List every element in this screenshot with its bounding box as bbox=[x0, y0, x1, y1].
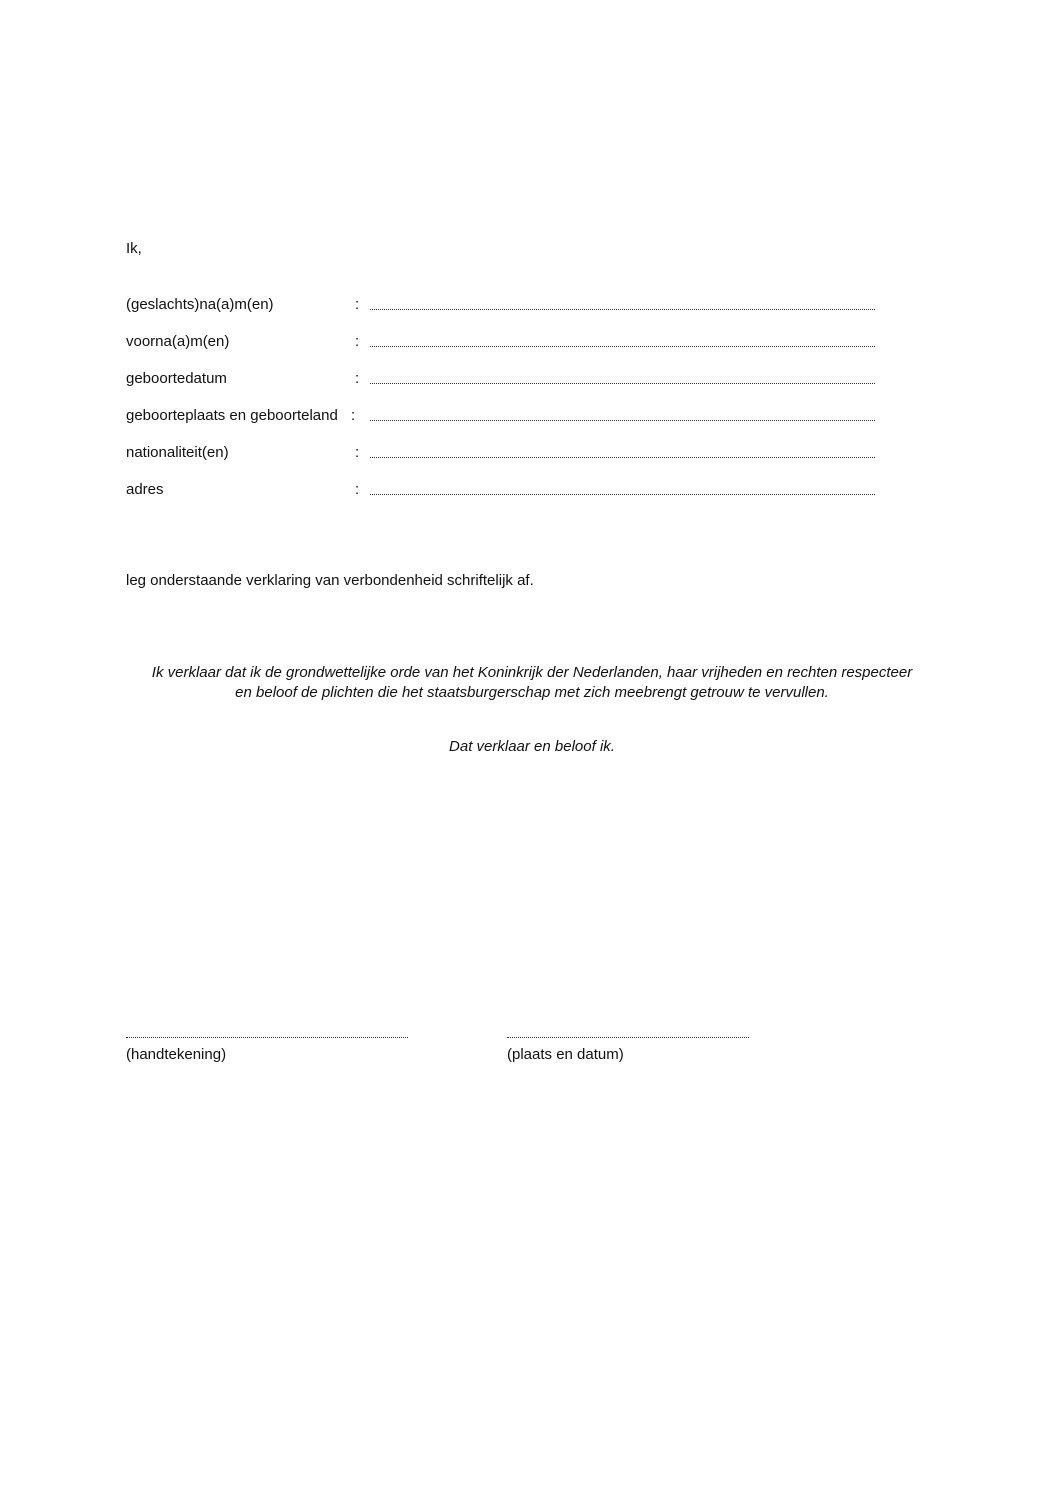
statement-text: leg onderstaande verklaring van verbondenheid schriftelijk af. bbox=[126, 572, 534, 589]
field-birth-place-country bbox=[126, 407, 886, 427]
place-date-block bbox=[507, 1037, 749, 1063]
field-label: (geslachts)na(a)m(en) bbox=[126, 296, 274, 313]
field-colon: : bbox=[355, 481, 360, 498]
birth-place-fill-line[interactable] bbox=[370, 420, 875, 421]
field-colon: : bbox=[355, 296, 360, 313]
closing-text: Dat verklaar en beloof ik. bbox=[449, 738, 615, 755]
signature-label: (handtekening) bbox=[126, 1046, 227, 1063]
field-label: geboortedatum bbox=[126, 370, 227, 387]
place-date-label: (plaats en datum) bbox=[507, 1046, 624, 1063]
field-label: nationaliteit(en) bbox=[126, 444, 229, 461]
field-nationality bbox=[126, 444, 886, 464]
signature-block bbox=[126, 1037, 408, 1063]
nationality-fill-line[interactable] bbox=[370, 457, 875, 458]
opening-text: Ik, bbox=[126, 240, 142, 257]
field-label: adres bbox=[126, 481, 164, 498]
signature-line[interactable] bbox=[126, 1037, 408, 1038]
place-date-line[interactable] bbox=[507, 1037, 749, 1038]
field-colon: : bbox=[355, 444, 360, 461]
first-names-fill-line[interactable] bbox=[370, 346, 875, 347]
field-label: geboorteplaats en geboorteland bbox=[126, 407, 338, 424]
declaration-text: Ik verklaar dat ik de grondwettelijke orde van het Koninkrijk der Nederlanden, haar vrijheden en rechten respecteer en beloof de plichten die het staatsburgerschap met zich meebrengt getrouw te vervullen. bbox=[151, 664, 913, 701]
field-birth-date bbox=[126, 370, 886, 390]
field-first-names bbox=[126, 333, 886, 353]
field-label: voorna(a)m(en) bbox=[126, 333, 230, 350]
field-colon: : bbox=[355, 333, 360, 350]
field-colon: : bbox=[351, 407, 356, 424]
address-fill-line[interactable] bbox=[370, 494, 875, 495]
field-address bbox=[126, 481, 886, 501]
birth-date-fill-line[interactable] bbox=[370, 383, 875, 384]
surname-fill-line[interactable] bbox=[370, 309, 875, 310]
field-surname bbox=[126, 296, 886, 316]
field-colon: : bbox=[355, 370, 360, 387]
